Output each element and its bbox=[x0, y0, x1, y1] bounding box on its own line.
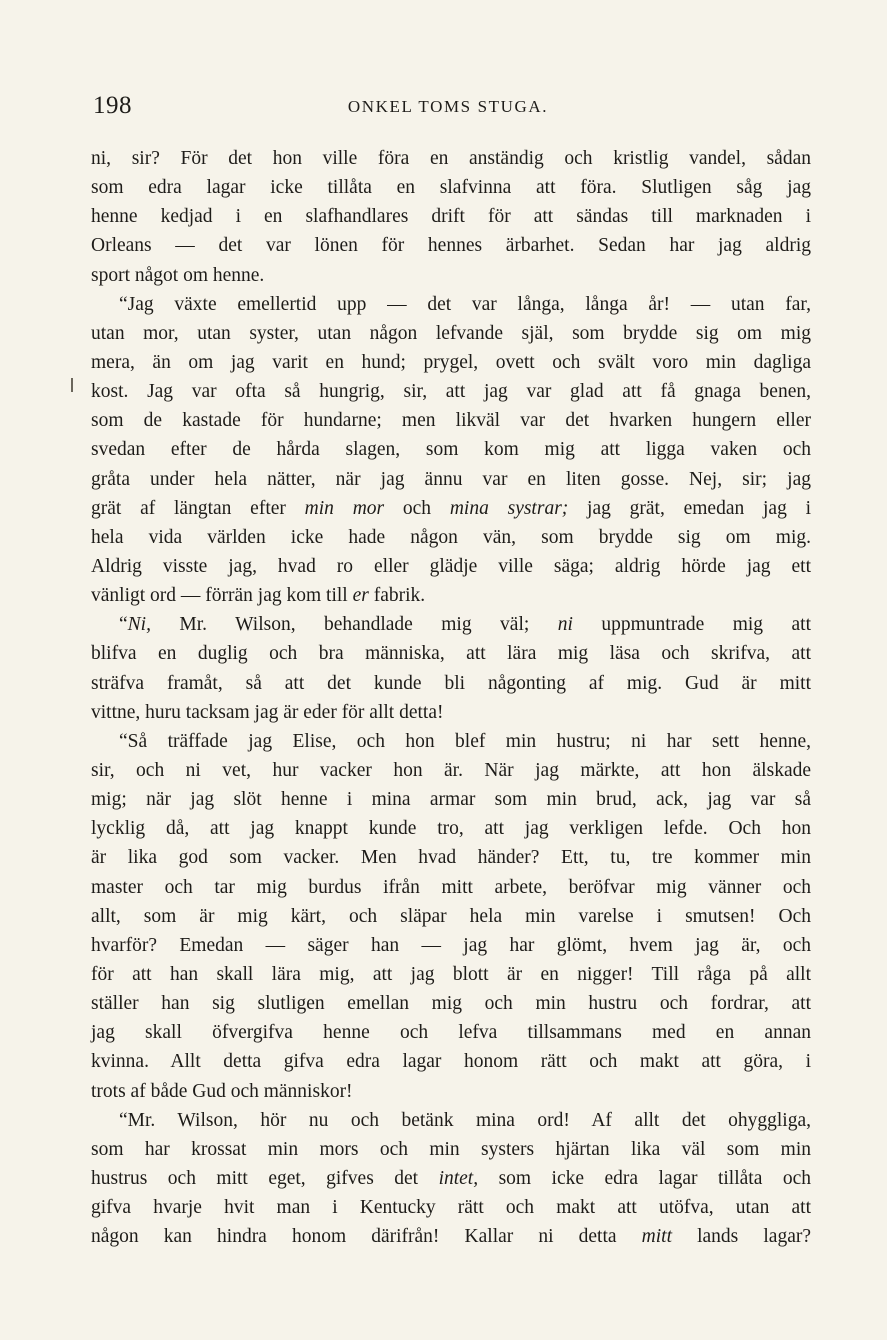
body-text bbox=[91, 144, 811, 1251]
text-line: “Så träffade jag Elise, och hon blef min hustru; ni har sett henne, bbox=[119, 730, 811, 752]
page-header bbox=[93, 92, 803, 122]
text-line: svedan efter de hårda slagen, som kom mig att ligga vaken och bbox=[91, 439, 811, 461]
text-line: “Mr. Wilson, hör nu och betänk mina ord! Af allt det ohyggliga, bbox=[119, 1109, 811, 1131]
text-line: är lika god som vacker. Men hvad händer? Ett, tu, tre kommer min bbox=[91, 847, 811, 869]
text-line: vittne, huru tacksam jag är eder för allt detta! bbox=[91, 701, 444, 723]
running-title: ONKEL TOMS STUGA. bbox=[347, 97, 549, 116]
text-line: “Ni, Mr. Wilson, behandlade mig väl; ni uppmuntrade mig att bbox=[119, 614, 811, 636]
text-line: gråta under hela nätter, när jag ännu var en liten gosse. Nej, sir; jag bbox=[91, 468, 811, 490]
text-line: “Jag växte emellertid upp — det var långa, långa år! — utan far, bbox=[119, 293, 811, 315]
text-line: kost. Jag var ofta så hungrig, sir, att jag var glad att få gnaga benen, bbox=[91, 381, 811, 403]
text-line: som har krossat min mors och min systers hjärtan lika väl som min bbox=[91, 1138, 811, 1160]
text-line: lycklig då, att jag knappt kunde tro, att jag verkligen lefde. Och hon bbox=[91, 818, 811, 840]
text-line: Orleans — det var lönen för hennes ärbarhet. Sedan har jag aldrig bbox=[91, 235, 811, 257]
text-line: vänligt ord — förrän jag kom till er fabrik. bbox=[91, 585, 426, 607]
text-line: henne kedjad i en slafhandlares drift för att sändas till marknaden i bbox=[91, 206, 811, 228]
text-line: jag skall öfvergifva henne och lefva tillsammans med en annan bbox=[91, 1022, 811, 1044]
text-line: sport något om henne. bbox=[91, 264, 265, 286]
text-line: sir, och ni vet, hur vacker hon är. När jag märkte, att hon älskade bbox=[91, 759, 811, 781]
text-line: hustrus och mitt eget, gifves det intet, som icke edra lagar tillåta och bbox=[91, 1167, 811, 1189]
page-number: 198 bbox=[93, 92, 132, 119]
margin-mark bbox=[71, 378, 73, 392]
text-line: ställer han sig slutligen emellan mig och min hustru och fordrar, att bbox=[91, 993, 811, 1015]
text-line: Aldrig visste jag, hvad ro eller glädje ville säga; aldrig hörde jag ett bbox=[91, 555, 811, 577]
text-line: utan mor, utan syster, utan någon lefvande själ, som brydde sig om mig bbox=[91, 322, 811, 344]
text-line: blifva en duglig och bra människa, att lära mig läsa och skrifva, att bbox=[91, 643, 811, 665]
text-line: trots af både Gud och människor! bbox=[91, 1080, 353, 1102]
text-line: hvarför? Emedan — säger han — jag har glömt, hvem jag är, och bbox=[91, 934, 811, 956]
text-line: som edra lagar icke tillåta en slafvinna att föra. Slutligen såg jag bbox=[91, 177, 811, 199]
text-line: grät af längtan efter min mor och mina systrar; jag grät, emedan jag i bbox=[91, 497, 812, 519]
text-line: allt, som är mig kärt, och släpar hela min varelse i smutsen! Och bbox=[91, 905, 811, 927]
text-line: sträfva framåt, så att det kunde bli någonting af mig. Gud är mitt bbox=[91, 672, 811, 694]
text-line: som de kastade för hundarne; men likväl var det hvarken hungern eller bbox=[91, 410, 811, 432]
text-line: gifva hvarje hvit man i Kentucky rätt och makt att utöfva, utan att bbox=[91, 1197, 811, 1219]
text-line: hela vida världen icke hade någon vän, som brydde sig om mig. bbox=[91, 526, 811, 548]
text-line: kvinna. Allt detta gifva edra lagar honom rätt och makt att göra, i bbox=[91, 1051, 811, 1073]
text-line: mera, än om jag varit en hund; prygel, ovett och svält voro min dagliga bbox=[91, 351, 811, 373]
text-line: master och tar mig burdus ifrån mitt arbete, beröfvar mig vänner och bbox=[91, 876, 811, 898]
text-line: mig; när jag slöt henne i mina armar som min brud, ack, jag var så bbox=[91, 789, 811, 811]
text-line: för att han skall lära mig, att jag blott är en nigger! Till råga på allt bbox=[91, 963, 811, 985]
text-line: ni, sir? För det hon ville föra en anständig och kristlig vandel, sådan bbox=[91, 148, 811, 169]
text-line: någon kan hindra honom därifrån! Kallar ni detta mitt lands lagar? bbox=[91, 1226, 812, 1248]
